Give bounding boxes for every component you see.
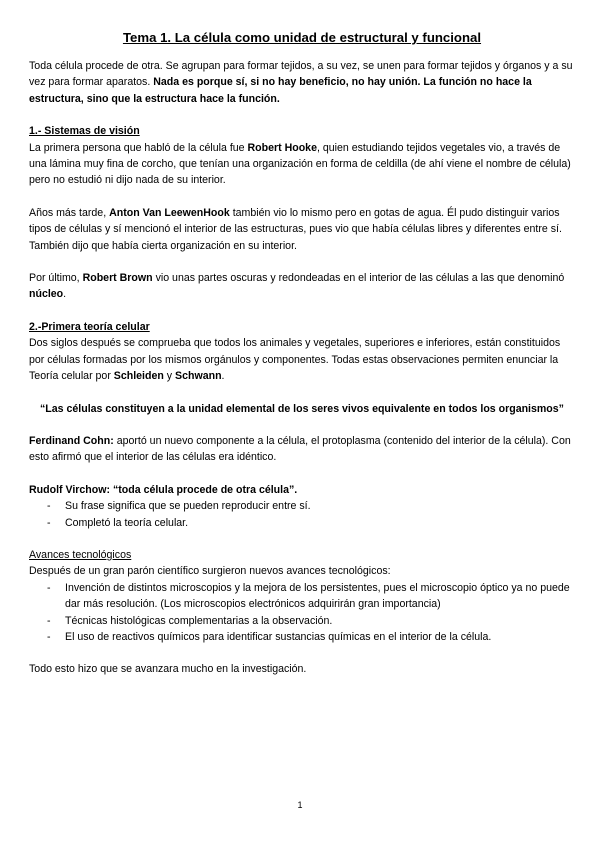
text-span: Años más tarde,	[29, 206, 110, 219]
virchow-quote: Rudolf Virchow: “toda célula procede de otra célula”.	[29, 483, 298, 496]
section-2-heading: 2.-Primera teoría celular	[29, 320, 150, 333]
page-number: 1	[297, 800, 303, 810]
theory-quote: “Las células constituyen a la unidad elemental de los seres vivos equivalente en todos los organismos”	[40, 402, 564, 415]
text-span: .	[221, 370, 225, 383]
advances-list	[29, 580, 575, 646]
list-item: - Su frase significa que se pueden reproducir entre sí.	[29, 498, 575, 514]
list-item: - El uso de reactivos químicos para identificar sustancias químicas en el interior de la célula.	[29, 629, 575, 645]
section-3-heading: Avances tecnológicos	[29, 548, 132, 561]
section-1-heading: 1.- Sistemas de visión	[29, 125, 140, 138]
list-item: - Invención de distintos microscopios y la mejora de los persistentes, pues el microscopio óptico ya no puede dar más resolución. (Los microscopios electrónicos adquirirán gran importancia)	[29, 580, 575, 613]
virchow-list	[29, 498, 575, 531]
list-item: - Técnicas histológicas complementarias a la observación.	[29, 613, 575, 629]
name-schwann: Schwann	[175, 370, 222, 383]
cohn-paragraph	[29, 433, 575, 466]
text-span: y	[163, 370, 176, 383]
theory-paragraph	[29, 335, 575, 384]
virchow-line	[29, 482, 575, 498]
text-span: vio unas partes oscuras y redondeadas en el interior de las células a las que denominó	[152, 272, 565, 285]
hooke-paragraph	[29, 140, 575, 189]
list-item: - Completó la teoría celular.	[29, 515, 575, 531]
text-span: Por último,	[29, 272, 83, 285]
text-span: aportó un nuevo componente a la célula, el protoplasma (contenido del interior de la célula). Con esto afirmó que el interior de las células era idéntico.	[29, 434, 571, 464]
text-span: La primera persona que habló de la célula fue	[29, 141, 248, 154]
text-span: , quien estudiando tejidos vegetales vio, a través de una lámina muy fina de corcho, que tenían una organización en forma de celdilla (de ahí viene el nombre de célula) pero no estudió ni dijo nada de su interior.	[29, 141, 571, 187]
intro-bold-text: Nada es porque sí, si no hay beneficio, no hay unión. La función no hace la estructura, sino que la estructura hace la función.	[29, 76, 532, 105]
intro-paragraph	[29, 58, 575, 107]
intro-text: Toda célula procede de otra. Se agrupan para formar tejidos, a su vez, se unen para formar tejidos y órganos y a su vez para formar aparatos.	[29, 60, 573, 89]
text-span: también vio lo mismo pero en gotas de agua. Él pudo distinguir varios tipos de células y sí mencionó el interior de las estructuras, pues vio que había células libres y diferentes entre sí. También dijo que había cierta organización en su interior.	[29, 206, 562, 252]
name-schleiden: Schleiden	[113, 370, 164, 383]
closing-paragraph: Todo esto hizo que se avanzara mucho en la investigación.	[29, 663, 307, 676]
advances-intro: Después de un gran parón científico surgieron nuevos avances tecnológicos:	[29, 565, 391, 578]
term-nucleo: núcleo	[29, 288, 64, 301]
text-span: .	[63, 288, 67, 301]
text-span: Dos siglos después se comprueba que todos los animales y vegetales, superiores e inferiores, están constituidos por células formadas por los mismos orgánulos y componentes. Todas estas observaciones permiten enunciar la Teoría celular por	[29, 337, 561, 383]
name-cohn: Ferdinand Cohn:	[29, 434, 114, 447]
leeuwenhoek-paragraph	[29, 205, 575, 254]
document-body	[29, 28, 575, 678]
page-title: Tema 1. La célula como unidad de estructural y funcional	[122, 30, 482, 45]
name-leeuwenhoek: Anton Van LeewenHook	[109, 206, 230, 219]
name-hooke: Robert Hooke	[247, 141, 317, 154]
name-brown: Robert Brown	[82, 272, 153, 285]
brown-paragraph	[29, 270, 575, 303]
